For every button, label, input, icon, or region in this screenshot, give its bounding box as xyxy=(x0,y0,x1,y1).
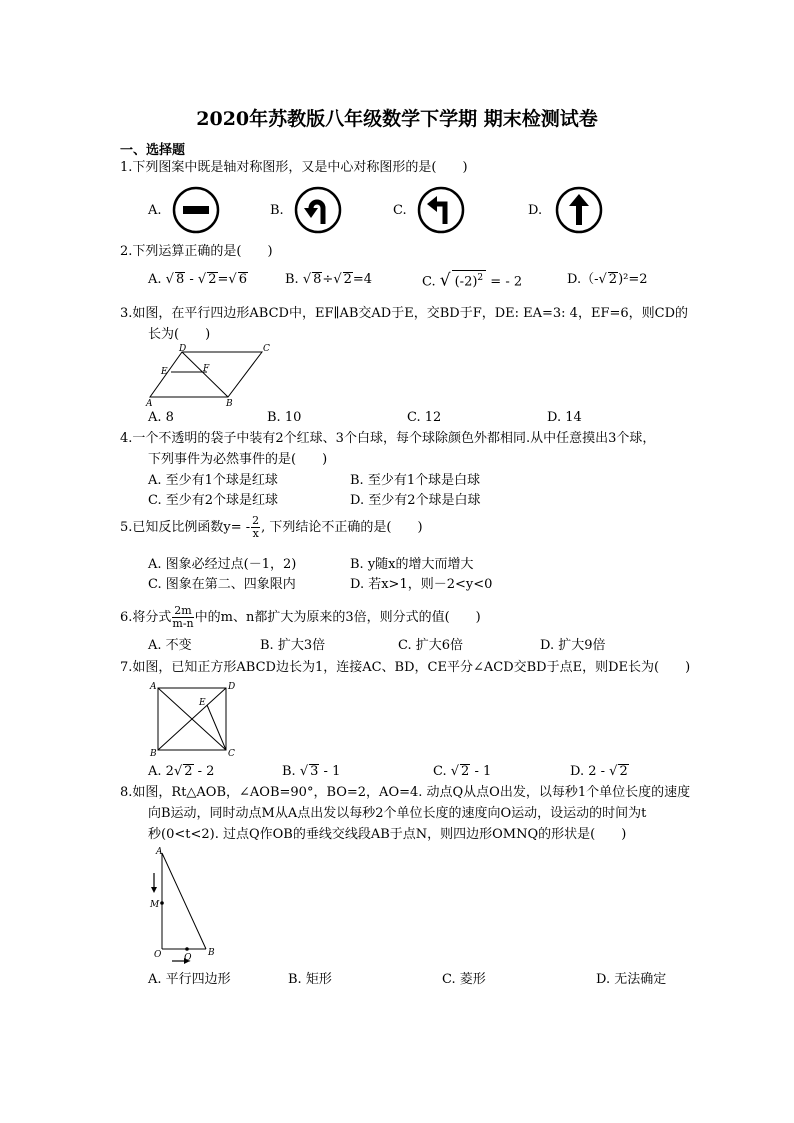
question-4-stem: 4.一个不透明的袋子中装有2个红球、3个白球，每个球除颜色外都相同.从中任意摸出3个球， xyxy=(120,431,656,446)
turn-left-arrow-icon xyxy=(417,186,465,234)
label-o: O xyxy=(154,950,162,960)
up-arrow-icon xyxy=(555,186,603,234)
q4-option-b: B. 至少有1个球是白球 xyxy=(350,473,481,488)
q6-option-a: A. 不变 xyxy=(148,638,192,653)
q2-option-d: D.（-√ 2)²=2 xyxy=(567,272,648,287)
label-e: E xyxy=(199,698,206,708)
q8-option-c: C. 菱形 xyxy=(442,972,486,987)
q6-option-c: C. 扩大6倍 xyxy=(398,638,464,653)
q8-option-b: B. 矩形 xyxy=(288,972,332,987)
q6-option-b: B. 扩大3倍 xyxy=(260,638,326,653)
square-figure xyxy=(150,680,238,760)
question-4-stem-line2: 下列事件为必然事件的是( ) xyxy=(148,452,328,467)
q8-option-a: A. 平行四边形 xyxy=(148,972,231,987)
q4-option-c: C. 至少有2个球是红球 xyxy=(148,493,279,508)
label-b: B xyxy=(150,749,157,759)
label-d: D xyxy=(228,682,236,692)
u-turn-arrow-icon xyxy=(294,186,342,234)
question-5-stem: 5.已知反比例函数y= - $\frac{2}{x}$ , 下列结论不正确的是( ) xyxy=(120,514,423,540)
q3-option-d: D. 14 xyxy=(547,410,582,425)
q5-option-a: A. 图象必经过点(－1，2) xyxy=(148,557,297,572)
question-8-stem-line3: 秒(0<t<2). 过点Q作OB的垂线交线段AB于点N，则四边形OMNQ的形状是( ) xyxy=(148,827,627,842)
label-d: D xyxy=(179,344,187,354)
label-c: C xyxy=(228,749,235,759)
label-f: F xyxy=(203,364,210,374)
question-3-stem: 3.如图，在平行四边形ABCD中，EF∥AB交AD于E，交BD于F，DE: EA=3: 4，EF=6，则CD的 xyxy=(120,306,689,321)
q3-option-a: A. 8 xyxy=(148,410,174,425)
minus-sign-icon xyxy=(172,186,220,234)
q7-option-c: C. √ 2 - 1 xyxy=(433,764,492,779)
question-7-stem: 7.如图，已知正方形ABCD边长为1，连接AC、BD，CE平分∠ACD交BD于点E，则DE长为( ) xyxy=(120,660,691,675)
q3-option-c: C. 12 xyxy=(407,410,442,425)
q7-option-b: B. √ 3 - 1 xyxy=(282,764,341,779)
triangle-figure xyxy=(146,845,226,967)
parallelogram-figure xyxy=(146,343,271,407)
label-m: M xyxy=(150,900,160,910)
q1-option-a-label: A. xyxy=(148,203,162,218)
question-8-stem: 8.如图，Rt△AOB，∠AOB=90°，BO=2，AO=4. 动点Q从点O出发，以每秒1个单位长度的速度 xyxy=(120,785,691,800)
section-heading: 一、选择题 xyxy=(120,143,186,158)
label-b: B xyxy=(208,948,215,958)
q5-option-b: B. y随x的增大而增大 xyxy=(350,557,474,572)
label-a: A xyxy=(156,847,163,857)
q7-option-a: A. 2√ 2 - 2 xyxy=(148,764,215,779)
q5-option-d: D. 若x>1，则－2<y<0 xyxy=(350,577,493,592)
question-3-stem-line2: 长为( ) xyxy=(148,327,211,342)
page-title: 2020年苏教版八年级数学下学期 期末检测试卷 xyxy=(196,108,598,130)
q2-option-c: C. √ $(-2)^2$ = - 2 xyxy=(422,270,523,291)
label-c: C xyxy=(263,344,270,354)
q5-option-c: C. 图象在第二、四象限内 xyxy=(148,577,296,592)
label-b: B xyxy=(226,399,233,409)
q2-option-a: A. √ 8 - √ 2=√ 6 xyxy=(148,272,247,287)
question-6-stem: 6.将分式 $\frac{2m}{m-n}$ 中的m、n都扩大为原来的3倍，则分式的值( ) xyxy=(120,604,481,630)
question-2-stem: 2.下列运算正确的是( ) xyxy=(120,244,273,259)
q8-option-d: D. 无法确定 xyxy=(596,972,667,987)
label-e: E xyxy=(161,367,168,377)
q4-option-a: A. 至少有1个球是红球 xyxy=(148,473,278,488)
q2-option-b: B. √ 8÷√ 2=4 xyxy=(285,272,373,287)
q4-option-d: D. 至少有2个球是白球 xyxy=(350,493,481,508)
question-8-stem-line2: 向B运动，同时动点M从A点出发以每秒2个单位长度的速度向O运动，设运动的时间为t xyxy=(148,806,647,821)
q3-option-b: B. 10 xyxy=(267,410,302,425)
q1-option-d-label: D. xyxy=(528,203,543,218)
label-a: A xyxy=(150,682,157,692)
q1-option-b-label: B. xyxy=(270,203,284,218)
question-1-stem: 1.下列图案中既是轴对称图形，又是中心对称图形的是( ) xyxy=(120,160,468,175)
label-q: Q xyxy=(184,953,192,963)
q6-option-d: D. 扩大9倍 xyxy=(540,638,606,653)
q1-option-c-label: C. xyxy=(393,203,407,218)
label-a: A xyxy=(146,399,153,409)
q7-option-d: D. 2 - √ 2 xyxy=(570,764,628,779)
